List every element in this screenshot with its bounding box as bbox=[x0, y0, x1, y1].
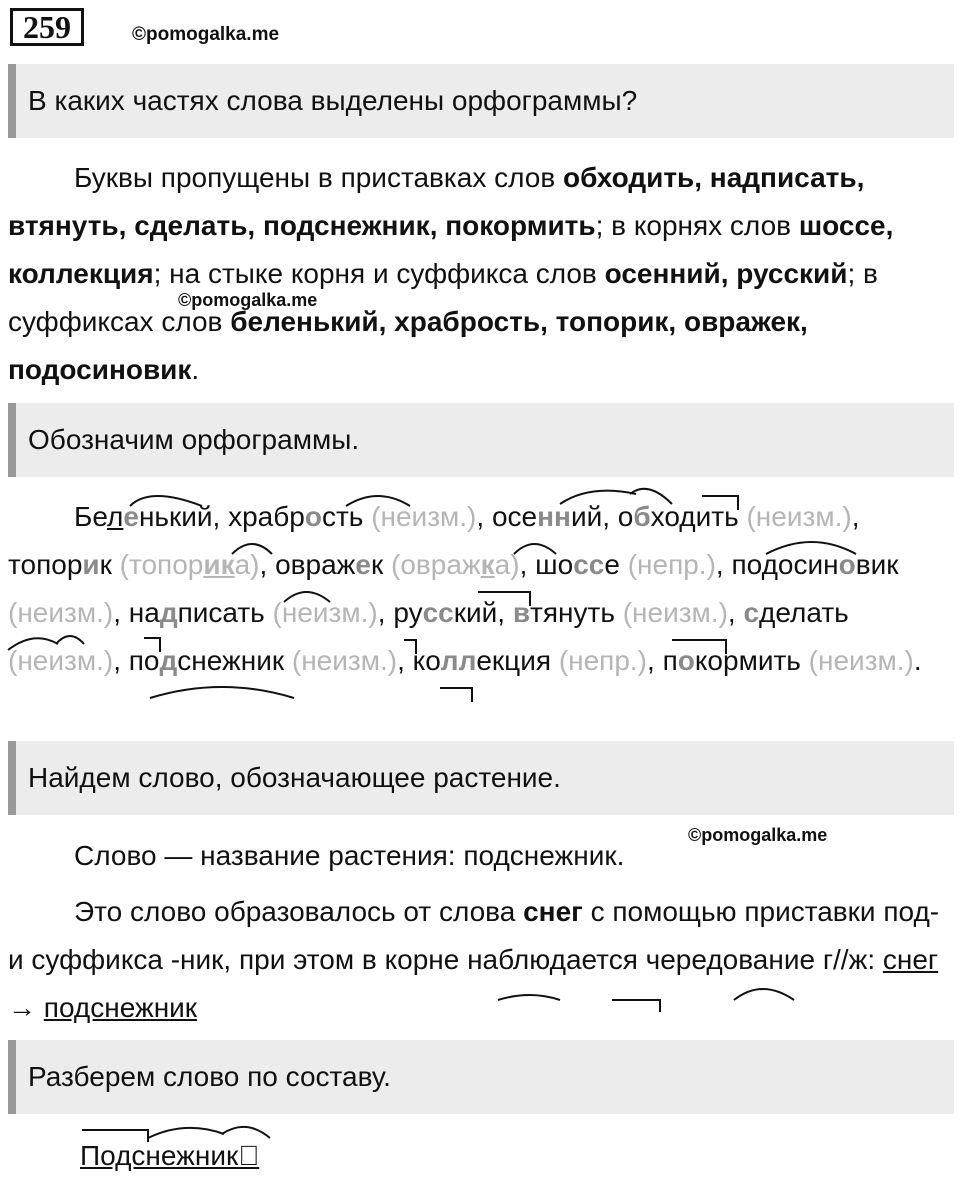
analysis-word: топорик bbox=[8, 549, 112, 580]
analysis-word: подснежник bbox=[128, 645, 285, 676]
orthogram-letter: в bbox=[512, 597, 531, 628]
analysis-word: храбрость bbox=[228, 501, 364, 532]
analysis-note: (неизм.) bbox=[746, 501, 852, 532]
analysis-note: (неизм.) bbox=[8, 645, 114, 676]
watermark: ©pomogalka.me bbox=[132, 24, 280, 45]
orthogram-letter: и bbox=[82, 549, 100, 580]
orthogram-letter: д bbox=[159, 645, 178, 676]
watermark: ©pomogalka.me bbox=[178, 290, 318, 310]
analysis-note: (топорика) bbox=[119, 549, 260, 580]
orthogram-letter: д bbox=[159, 597, 178, 628]
analysis-note: (овражка) bbox=[391, 549, 520, 580]
question-4: Разберем слово по составу. bbox=[8, 1040, 954, 1114]
orthogram-letter: е bbox=[355, 549, 371, 580]
orthogram-letter: сс bbox=[422, 597, 454, 628]
watermark: ©pomogalka.me bbox=[688, 825, 828, 845]
analysis-word: обходить bbox=[617, 501, 739, 532]
question-2: Обозначим орфограммы. bbox=[8, 403, 954, 477]
analysis-word: русский bbox=[393, 597, 498, 628]
analysis-note: (неизм.) bbox=[808, 645, 914, 676]
analysis-word: Беленький bbox=[74, 501, 213, 532]
parsed-word: Подснежник bbox=[80, 1140, 260, 1171]
header bbox=[0, 0, 960, 60]
suffix-words: беленький, храбрость, топорик, овражек, подосиновик bbox=[8, 306, 808, 385]
exercise-number: 259 bbox=[10, 8, 84, 46]
prefix-words: обходить, надписать, втянуть, сделать, подснежник, покормить bbox=[8, 162, 865, 241]
arrow: → bbox=[8, 992, 44, 1023]
answer-text-2: ; в корнях слов bbox=[595, 210, 799, 241]
orthogram-letter: лл bbox=[440, 645, 477, 676]
analysis-note: (неизм.) bbox=[291, 645, 398, 676]
analysis-note: (непр.) bbox=[558, 645, 648, 676]
junction-words: осенний, русский bbox=[604, 258, 848, 289]
question-3: Найдем слово, обозначающее растение. bbox=[8, 741, 954, 815]
analysis-note: (непр.) bbox=[627, 549, 716, 580]
question-1: В каких частях слова выделены орфограммы? bbox=[8, 64, 954, 138]
answer-1 bbox=[8, 154, 948, 394]
orthogram-letter: о bbox=[677, 645, 695, 676]
analysis-word: шоссе bbox=[535, 549, 620, 580]
formation-text-c: с помощью приставки под- и суффикса -ник, при этом в корне наблюдается чередование г//ж: bbox=[8, 896, 940, 975]
analysis-note: (неизм.) bbox=[8, 597, 114, 628]
root-words: шоссе, коллекция bbox=[8, 210, 894, 289]
analysis-word: надписать bbox=[128, 597, 265, 628]
analysis-note: (неизм.) bbox=[622, 597, 728, 628]
answer-text-5: . bbox=[191, 354, 200, 385]
answer-text-3: ; на стыке корня и суффикса слов bbox=[153, 258, 605, 289]
analysis-word: втянуть bbox=[512, 597, 615, 628]
plant-word-line: Слово — название растения: подснежник. bbox=[74, 840, 625, 871]
source-word: снег bbox=[523, 896, 583, 927]
analysis-word: осенний bbox=[491, 501, 603, 532]
analysis-note: (неизм.) bbox=[272, 597, 378, 628]
root-arc bbox=[150, 687, 294, 698]
analysis-word: овражек bbox=[275, 549, 384, 580]
analysis-word: покормить bbox=[662, 645, 801, 676]
orthogram-letter: о bbox=[304, 501, 322, 532]
analysis-word: подосиновик bbox=[731, 549, 899, 580]
answer-text-4: ; в суффиксах слов bbox=[8, 258, 878, 337]
analysis-word: коллекция bbox=[412, 645, 552, 676]
formation-text-a: Это слово образовалось от слова bbox=[74, 896, 524, 927]
root-word-sneg: снег bbox=[882, 944, 939, 975]
answer-intro: Буквы пропущены в приставках слов bbox=[74, 162, 564, 193]
orthogram-letter: нн bbox=[537, 501, 571, 532]
word-formation-paragraph bbox=[8, 888, 948, 1032]
analysis-word: сделать bbox=[743, 597, 849, 628]
orthogram-letter: с bbox=[743, 597, 760, 628]
orthogram-letter: сс bbox=[573, 549, 605, 580]
orthogram-letter: б bbox=[633, 501, 651, 532]
derived-word: подснежник bbox=[43, 992, 198, 1023]
analysis-note: (неизм.) bbox=[371, 501, 477, 532]
morpheme-parse bbox=[80, 1132, 259, 1180]
prefix-mark bbox=[440, 688, 472, 702]
orthogram-analysis: Беленький, храбрость (неизм.), осенний, обходить (неизм.), топорик (топорика), овражек (овражка), шоссе (непр.), подосиновик (неизм.), надписать (неизм.), русский, втянуть (неизм.), сделать (неизм.), подснежник (неизм.), коллекция (непр.), покормить (неизм.). bbox=[8, 501, 922, 676]
orthogram-letter: о bbox=[838, 549, 856, 580]
orthogram-letter: е bbox=[123, 501, 139, 532]
